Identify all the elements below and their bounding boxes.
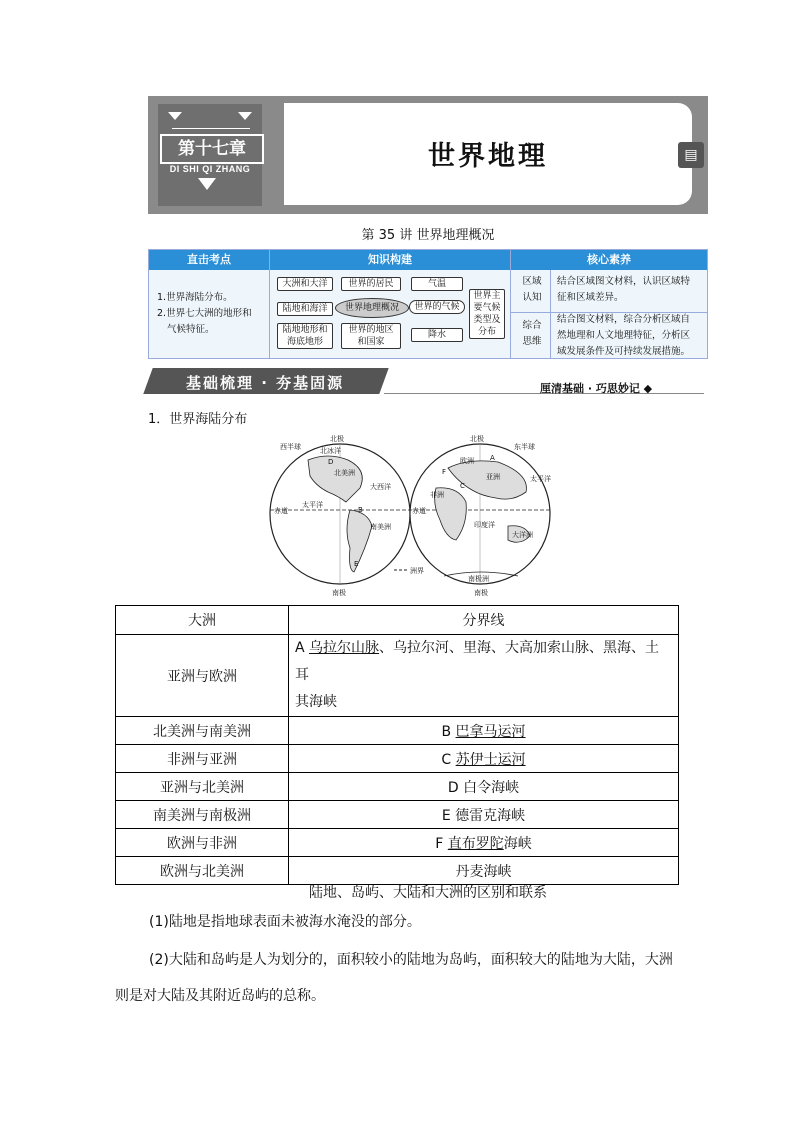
lecture-title: 第 35 讲 世界地理概况 [361, 228, 495, 243]
table-cell: 亚洲与欧洲 [116, 635, 289, 717]
badge-divider [172, 128, 250, 129]
overview-box [148, 249, 708, 359]
table-cell: F 直布罗陀海峡 [289, 829, 679, 857]
table-cell: C 苏伊士运河 [289, 745, 679, 773]
table-cell: 北美洲与南美洲 [116, 717, 289, 745]
header-knowledge: 知识构建 [270, 250, 510, 270]
knowledge-center: 世界地理概况 [335, 298, 409, 318]
table-cell: 南美洲与南极洲 [116, 801, 289, 829]
badge-decor-triangle [238, 112, 252, 120]
table-header-row [116, 606, 679, 635]
literacy-label: 区域 认知 [522, 276, 542, 303]
knowledge-box: 降水 [411, 328, 463, 342]
chapter-title: 世界地理 [428, 141, 548, 172]
note-title: 陆地、岛屿、大陆和大洲的区别和联系 [309, 885, 547, 901]
divider [510, 250, 511, 358]
table-cell: 丹麦海峡 [289, 857, 679, 885]
table-header: 大洲 [116, 606, 289, 635]
table-cell: 欧洲与北美洲 [116, 857, 289, 885]
boundary-table [115, 605, 679, 885]
literacy-label: 综合 思维 [522, 320, 542, 347]
header-literacy: 核心素养 [511, 250, 707, 270]
divider [550, 270, 551, 358]
table-cell: B 巴拿马运河 [289, 717, 679, 745]
exam-points: 1.世界海陆分布。 2.世界七大洲的地形和 气候特征。 [157, 292, 252, 335]
table-cell: E 德雷克海峡 [289, 801, 679, 829]
table-row [116, 717, 679, 745]
knowledge-box: 陆地地形和 海底地形 [277, 323, 333, 349]
table-cell: A 乌拉尔山脉、乌拉尔河、里海、大高加索山脉、黑海、土耳 其海峡 [289, 635, 679, 717]
table-row [116, 801, 679, 829]
knowledge-box: 世界的地区 和国家 [341, 323, 401, 349]
table-row [116, 857, 679, 885]
chapter-pinyin: DI SHI QI ZHANG [169, 164, 251, 174]
table-cell: 非洲与亚洲 [116, 745, 289, 773]
badge-decor-triangle [168, 112, 182, 120]
note-paragraph: (2)大陆和岛屿是人为划分的，面积较小的陆地为岛屿，面积较大的陆地为大陆，大洲 [149, 952, 673, 968]
book-search-icon[interactable]: ▤ [678, 142, 704, 168]
section-title: 基础梳理 · 夯基固源 [186, 374, 345, 392]
knowledge-box: 世界的气候 [409, 300, 465, 314]
literacy-text: 结合图文材料，综合分析区域自 然地理和人文地理特征，分析区 域发展条件及可持续发展措施。 [557, 314, 691, 357]
item-heading: 1．世界海陆分布 [148, 412, 248, 427]
world-map: 西半球 北极 北冰洋 北美洲 大西洋 太平洋 赤道 南美洲 南极 B E D 洲界 北极 东半球 欧洲 亚洲 非洲 太平洋 赤道 印度洋 大洋洲 南极洲 南极 F C A [268, 430, 552, 598]
table-header: 分界线 [289, 606, 679, 635]
knowledge-box: 气温 [411, 277, 463, 291]
table-row [116, 635, 679, 717]
table-row [116, 773, 679, 801]
chapter-badge: 第十七章 [160, 134, 264, 164]
badge-down-triangle-icon [198, 178, 216, 190]
knowledge-box: 大洲和大洋 [277, 277, 333, 291]
table-cell: 欧洲与非洲 [116, 829, 289, 857]
header-exam-points: 直击考点 [149, 250, 269, 270]
table-row [116, 829, 679, 857]
knowledge-box: 世界的居民 [341, 277, 401, 291]
table-row [116, 745, 679, 773]
knowledge-box: 陆地和海洋 [277, 302, 333, 316]
note-paragraph: (1)陆地是指地球表面未被海水淹没的部分。 [149, 914, 421, 930]
note-paragraph: 则是对大陆及其附近岛屿的总称。 [115, 988, 325, 1004]
table-cell: 亚洲与北美洲 [116, 773, 289, 801]
divider [269, 250, 270, 358]
table-cell: D 白令海峡 [289, 773, 679, 801]
knowledge-box: 世界主 要气候 类型及 分布 [469, 289, 505, 339]
literacy-text: 结合区域图文材料，认识区域特 征和区域差异。 [557, 276, 691, 303]
section-subtitle: 厘清基础 · 巧思妙记 ◆ [540, 382, 653, 395]
